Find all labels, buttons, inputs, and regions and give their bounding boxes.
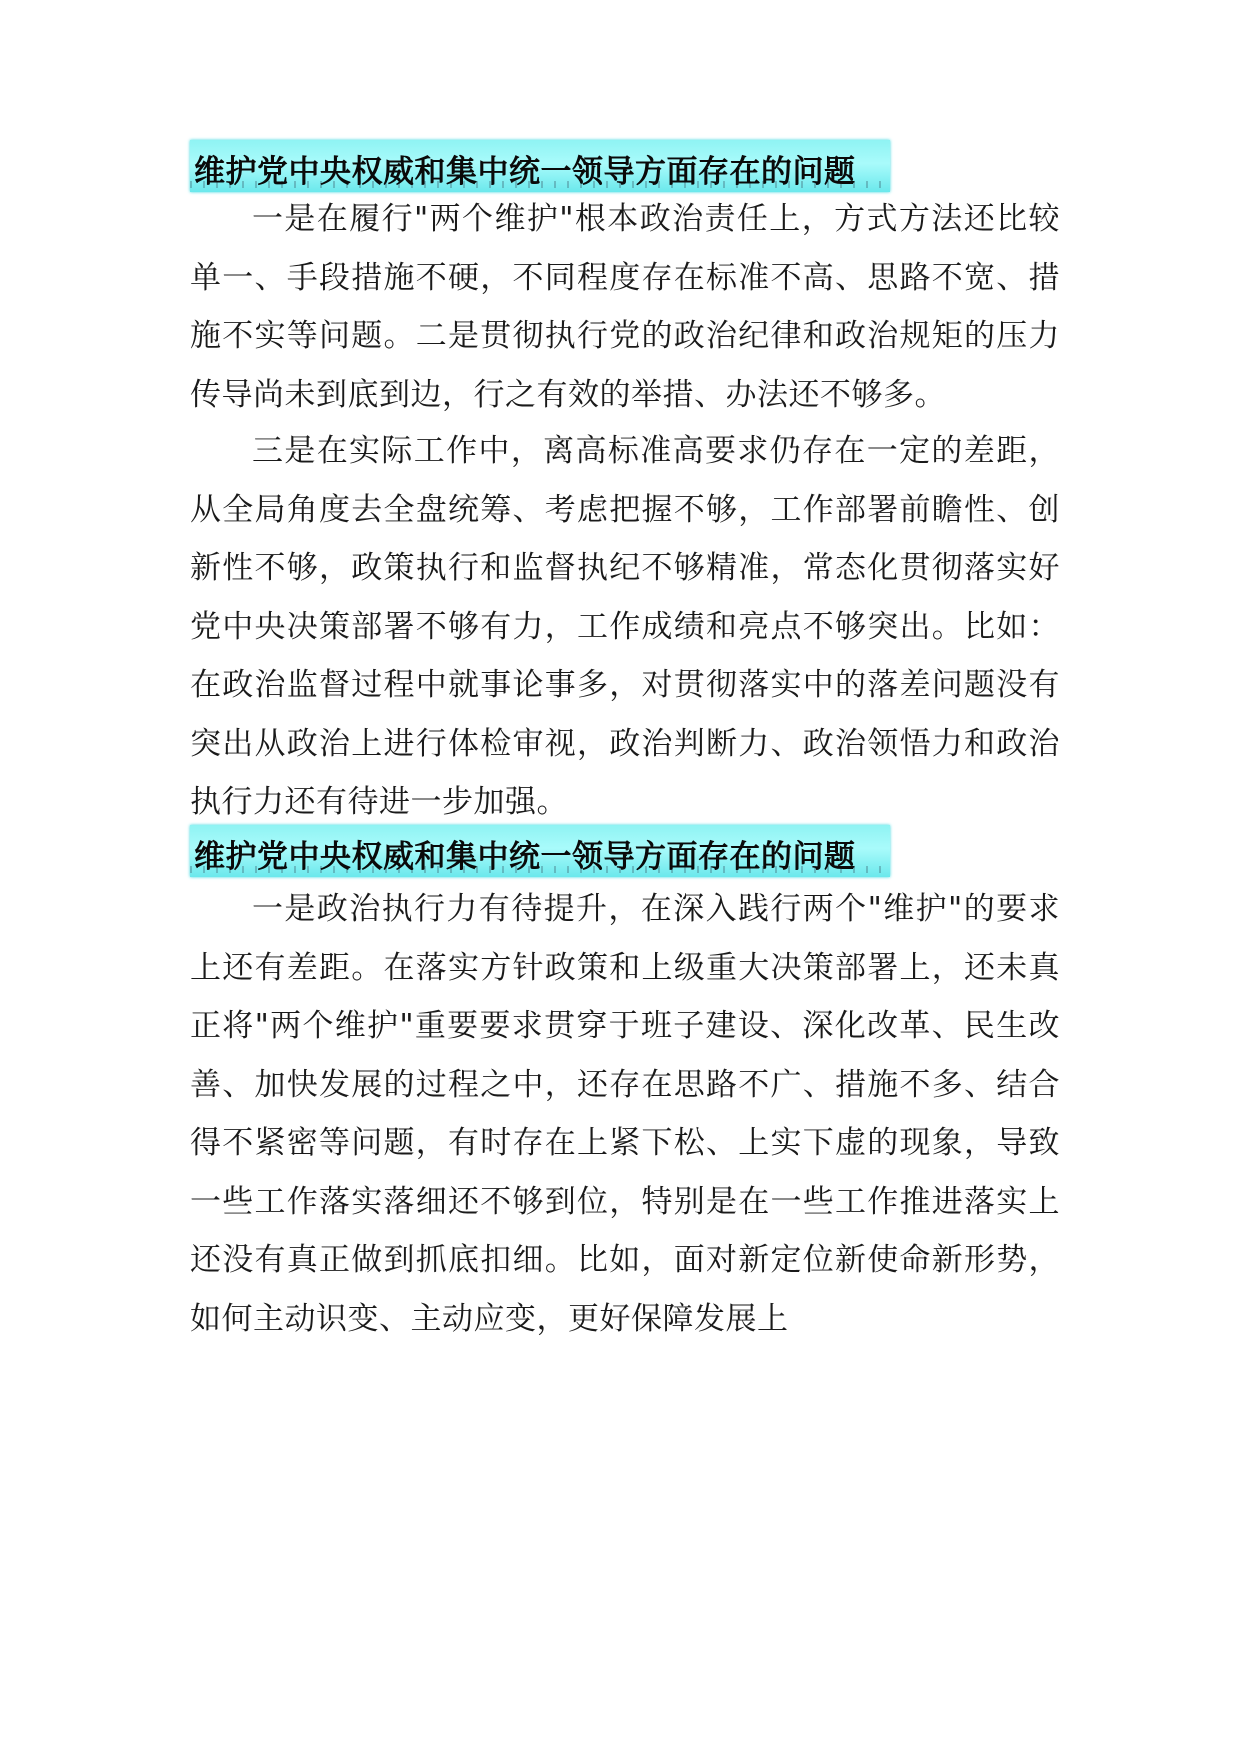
section-heading-highlight (190, 140, 890, 192)
section-heading: 维护党中央权威和集中统一领导方面存在的问题 (194, 839, 856, 875)
paragraph: 一是在履行"两个维护"根本政治责任上，方式方法还比较单一、手段措施不硬，不同程度存在标准不高、思路不宽、措施不实等问题。二是贯彻执行党的政治纪律和政治规矩的压力传导尚未到底到边，行之有效的举措、办法还不够多。 (190, 201, 1060, 413)
section-heading: 维护党中央权威和集中统一领导方面存在的问题 (194, 154, 856, 190)
paragraph: 一是政治执行力有待提升，在深入践行两个"维护"的要求上还有差距。在落实方针政策和上级重大决策部署上，还未真正将"两个维护"重要要求贯穿于班子建设、深化改革、民生改善、加快发展的过程之中，还存在思路不广、措施不多、结合得不紧密等问题，有时存在上紧下松、上实下虚的现象，导致一些工作落实落细还不够到位，特别是在一些工作推进落实上还没有真正做到抓底扣细。比如，面对新定位新使命新形势，如何主动识变、主动应变，更好保障发展上 (190, 891, 1060, 1337)
paragraph: 三是在实际工作中，离高标准高要求仍存在一定的差距，从全局角度去全盘统筹、考虑把握不够，工作部署前瞻性、创新性不够，政策执行和监督执纪不够精准，常态化贯彻落实好党中央决策部署不够有力，工作成绩和亮点不够突出。比如：在政治监督过程中就事论事多，对贯彻落实中的落差问题没有突出从政治上进行体检审视，政治判断力、政治领悟力和政治执行力还有待进一步加强。 (190, 433, 1060, 820)
section-heading-highlight (190, 825, 890, 877)
